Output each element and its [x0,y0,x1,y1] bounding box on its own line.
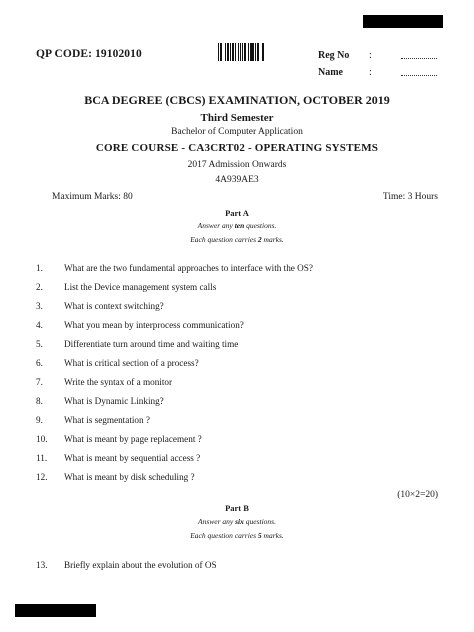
reg-no-colon: : [369,50,372,61]
exam-title: BCA DEGREE (CBCS) EXAMINATION, OCTOBER 2019 [84,93,390,107]
question-number: 9. [36,415,43,425]
name-field[interactable] [401,75,437,76]
question-text: What are the two fundamental approaches to interface with the OS? [64,263,313,273]
question-number: 6. [36,358,43,368]
instr-count: six [235,517,244,526]
question-item [36,377,172,387]
instr-text: Each question carries [190,235,258,244]
part-b-heading: Part B [225,503,249,513]
admission-note: 2017 Admission Onwards [187,160,287,170]
question-text: What is meant by disk scheduling ? [64,472,195,482]
question-item [36,453,200,463]
question-text: What is segmentation ? [64,415,150,425]
barcode-image [218,43,264,61]
question-text: What is Dynamic Linking? [64,396,164,406]
part-a-score: (10×2=20) [397,490,438,500]
question-text: What is meant by page replacement ? [64,434,202,444]
question-number: 4. [36,320,43,330]
question-item [36,301,164,311]
qp-code: QP CODE: 19102010 [36,48,142,60]
instr-marks: 2 [257,235,262,244]
instr-text: Answer any [198,517,236,526]
instr-text: questions. [243,517,276,526]
question-number: 7. [36,377,43,387]
instr-text: marks. [261,235,284,244]
question-item [36,415,150,425]
course-title: CORE COURSE - CA3CRT02 - OPERATING SYSTEMS [95,142,379,154]
question-text: Write the syntax of a monitor [64,377,173,387]
semester: Third Semester [200,112,274,124]
name-label: Name [318,67,343,78]
question-item [36,339,238,349]
question-item [36,282,216,292]
question-number: 10. [36,434,48,444]
question-item [36,358,199,368]
part-b-instruction-1 [0,517,474,526]
instr-text: marks. [261,531,284,540]
question-item [36,396,164,406]
question-number: 13. [36,560,48,570]
time-allowed: Time: 3 Hours [382,192,438,202]
redaction-bottom-left [15,604,96,617]
instr-text: Each question carries [190,531,258,540]
redaction-top-right [363,15,443,28]
question-item [36,263,313,273]
question-text: What is context switching? [64,301,164,311]
question-item [36,320,244,330]
instr-text: Answer any [197,221,235,230]
programme: Bachelor of Computer Application [171,127,303,137]
part-a-instruction-2 [0,235,474,244]
name-colon: : [369,67,372,78]
question-text: What is meant by sequential access ? [64,453,201,463]
reg-no-label: Reg No [318,50,350,61]
instr-text: questions. [244,221,277,230]
maximum-marks: Maximum Marks: 80 [52,192,133,202]
instr-count: ten [234,221,245,230]
part-a-instruction-1 [0,221,474,230]
question-number: 1. [36,263,43,273]
paper-code: 4A939AE3 [215,175,259,185]
question-number: 8. [36,396,43,406]
question-item [36,560,217,570]
part-a-heading: Part A [225,208,249,218]
question-number: 2. [36,282,43,292]
question-item [36,434,202,444]
question-text: List the Device management system calls [64,282,217,292]
question-text: What you mean by interprocess communication? [64,320,244,330]
instr-marks: 5 [257,531,262,540]
part-b-instruction-2 [0,531,474,540]
question-number: 12. [36,472,48,482]
question-text: Differentiate turn around time and waiting time [64,339,239,349]
question-text: What is critical section of a process? [64,358,199,368]
question-number: 3. [36,301,43,311]
question-text: Briefly explain about the evolution of OS [64,560,217,570]
question-number: 11. [36,453,48,463]
reg-no-field[interactable] [401,58,437,59]
question-number: 5. [36,339,43,349]
question-item [36,472,195,482]
